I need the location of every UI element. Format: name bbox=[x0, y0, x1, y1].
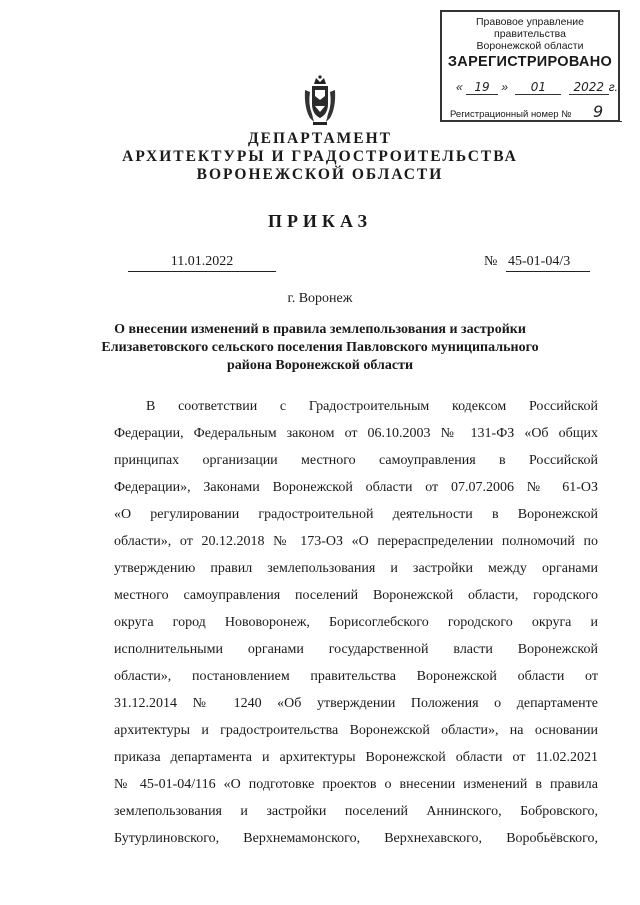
body-line: архитектуры и градостроительства Воронежской области», на основании bbox=[114, 723, 598, 738]
body-line: Бутурлиновского, Верхнемамонского, Верхнехавского, Воробьёвского, bbox=[114, 831, 598, 846]
body-line: В соответствии с Градостроительным кодексом Российской bbox=[146, 399, 598, 414]
order-date: 11.01.2022 bbox=[128, 254, 276, 272]
stamp-date-close-quote: » bbox=[501, 80, 509, 94]
department-line2: АРХИТЕКТУРЫ И ГРАДОСТРОИТЕЛЬСТВА bbox=[122, 148, 518, 165]
body-line: исполнительными органами государственной власти Воронежской bbox=[114, 642, 598, 657]
body-line: утверждению правил землепользования и застройки между органами bbox=[114, 561, 598, 576]
body-line: области», от 20.12.2018 № 173-ОЗ «О перераспределении полномочий по bbox=[114, 534, 598, 549]
department-name bbox=[0, 130, 640, 184]
stamp-date-month: 01 bbox=[515, 80, 561, 95]
city: г. Воронеж bbox=[287, 291, 353, 306]
stamp-registered-text: ЗАРЕГИСТРИРОВАНО bbox=[447, 54, 613, 70]
stamp-date bbox=[456, 80, 618, 95]
order-number: 45-01-04/3 bbox=[506, 254, 590, 272]
order-number-label: № bbox=[484, 254, 498, 269]
stamp-date-open-quote: « bbox=[456, 80, 463, 94]
body-line: землепользования и застройки поселений Аннинского, Бобровского, bbox=[114, 804, 598, 819]
stamp-date-year: 2022 bbox=[569, 80, 609, 95]
order-subject bbox=[100, 321, 540, 375]
body-line: области», постановлением правительства Воронежской области от bbox=[114, 669, 598, 684]
stamp-authority-line1: Правовое управление правительства bbox=[475, 16, 584, 40]
stamp-regnum-label: Регистрационный номер № bbox=[450, 109, 572, 120]
body-line: принципах организации местного самоуправления в Российской bbox=[114, 453, 598, 468]
coat-of-arms-emblem bbox=[302, 74, 338, 128]
document-type: ПРИКАЗ bbox=[267, 211, 373, 231]
stamp-regnum-value: 9 bbox=[574, 102, 622, 122]
department-line3: ВОРОНЕЖСКОЙ ОБЛАСТИ bbox=[196, 166, 444, 183]
stamp-regnum bbox=[450, 102, 622, 122]
subject-line3: района Воронежской области bbox=[226, 358, 414, 373]
subject-line1: О внесении изменений в правила землепользования и застройки bbox=[114, 322, 526, 337]
subject-line2: Елизаветовского сельского поселения Павловского муниципального bbox=[101, 340, 539, 355]
body-line: Федерации, Федеральным законом от 06.10.2003 № 131-ФЗ «Об общих bbox=[114, 426, 598, 441]
stamp-authority bbox=[442, 16, 618, 52]
registration-stamp bbox=[440, 10, 620, 122]
stamp-date-suffix: г. bbox=[608, 80, 619, 94]
body-line: 31.12.2014 № 1240 «Об утверждении Положения о департаменте bbox=[114, 696, 598, 711]
order-body bbox=[114, 393, 598, 852]
body-line: округа город Нововоронеж, Борисоглебского городского округа и bbox=[114, 615, 598, 630]
department-line1: ДЕПАРТАМЕНТ bbox=[247, 130, 393, 147]
body-line: Федерации», Законами Воронежской области от 07.07.2006 № 61-ОЗ bbox=[114, 480, 598, 495]
body-line: приказа департамента и архитектуры Воронежской области от 11.02.2021 bbox=[114, 750, 598, 765]
stamp-authority-line2: Воронежской области bbox=[476, 40, 584, 52]
body-line: местного самоуправления поселений Воронежской области, городского bbox=[114, 588, 598, 603]
stamp-date-day: 19 bbox=[466, 80, 498, 95]
body-line: «О регулировании градостроительной деятельности в Воронежской bbox=[114, 507, 598, 522]
body-line: № 45-01-04/116 «О подготовке проектов о внесении изменений в правила bbox=[114, 777, 598, 792]
